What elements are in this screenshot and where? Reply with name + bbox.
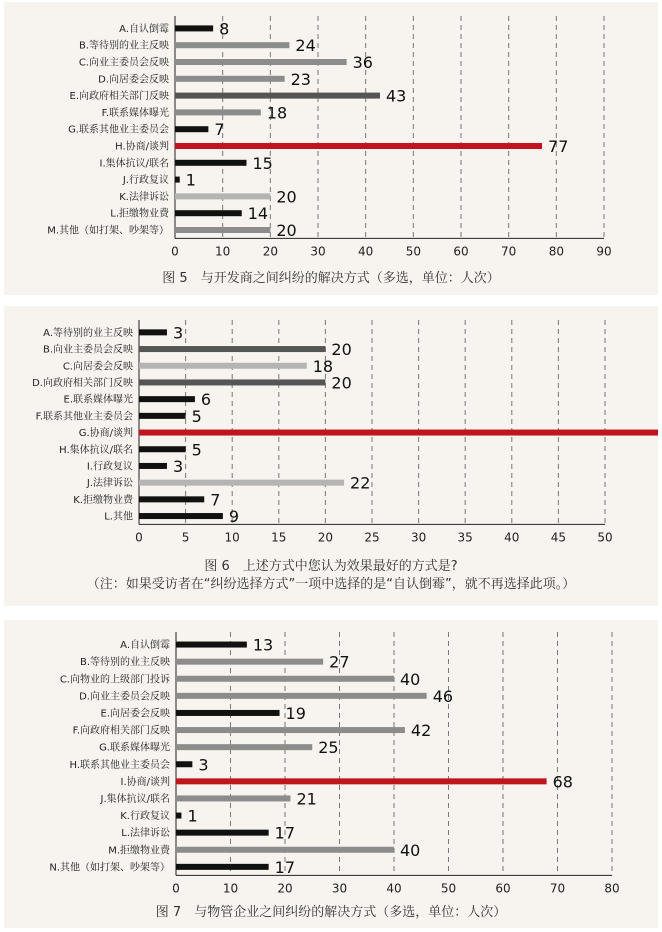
x-tick-label: 70	[501, 244, 517, 259]
x-tick-label: 15	[271, 530, 287, 545]
x-tick-label: 5	[181, 530, 190, 545]
bar	[176, 761, 192, 767]
x-tick-label: 40	[504, 530, 520, 545]
x-tick-label: 80	[548, 244, 564, 259]
x-tick-label: 25	[364, 530, 380, 545]
category-label: D.向居委会反映	[98, 74, 169, 86]
data-label: 17	[274, 823, 296, 843]
data-label: 5	[191, 440, 202, 460]
data-label: 7	[210, 490, 221, 510]
category-label: D.向业主委员会反映	[79, 691, 170, 703]
category-label: C.向业主委员会反映	[78, 57, 169, 69]
data-label: 77	[548, 137, 569, 156]
data-label: 1	[187, 806, 198, 826]
category-label: A.自认倒霉	[119, 23, 169, 35]
bar	[176, 864, 269, 870]
bar	[175, 59, 347, 65]
bar	[175, 126, 208, 132]
bar	[139, 480, 344, 486]
bar	[176, 659, 323, 665]
bar	[175, 93, 380, 99]
bar	[139, 329, 167, 335]
category-label: B.向业主委员会反映	[42, 344, 133, 356]
data-label: 36	[352, 53, 373, 72]
x-tick-label: 50	[440, 881, 457, 896]
bar	[139, 396, 195, 402]
category-label: C.向居委会反映	[62, 361, 133, 373]
category-label: A.自认倒霉	[120, 640, 170, 652]
data-label: 13	[252, 635, 274, 655]
chart-fig7	[4, 620, 658, 928]
category-label: K.行政复议	[120, 811, 170, 823]
x-tick-label: 40	[358, 244, 374, 259]
chart-caption: 图 5 与开发商之间纠纷的解决方式（多选，单位：人次）	[162, 271, 500, 286]
bar	[176, 676, 394, 682]
data-label: 18	[266, 103, 288, 123]
bar	[176, 778, 547, 784]
bar	[176, 744, 312, 750]
bar	[139, 413, 186, 419]
data-label: 19	[285, 703, 306, 723]
category-label: C.向物业的上级部门投诉	[59, 674, 170, 686]
category-label: M.其他（如打架、吵架等）	[47, 225, 169, 237]
data-label: 24	[295, 36, 316, 56]
data-label: 43	[385, 86, 407, 106]
data-label: 3	[198, 755, 209, 775]
bar	[175, 109, 261, 115]
data-label: 20	[276, 187, 297, 207]
x-tick-label: 60	[453, 244, 469, 259]
bar	[176, 727, 405, 733]
data-label: 1	[185, 170, 196, 190]
x-tick-label: 0	[171, 244, 179, 259]
chart-fig5	[4, 2, 658, 295]
category-label: K.拒缴物业费	[73, 494, 133, 506]
data-label: 20	[276, 221, 297, 240]
bar	[139, 346, 325, 352]
x-tick-label: 60	[495, 881, 511, 896]
category-label: G.联系其他业主委员会	[68, 124, 169, 136]
category-label: H.联系其他业主委员会	[69, 759, 170, 771]
data-label: 25	[318, 738, 339, 758]
category-label: E.联系媒体曝光	[63, 394, 133, 406]
bar	[175, 210, 242, 216]
x-tick-label: 20	[317, 530, 334, 545]
bar	[175, 25, 213, 31]
category-label: L.其他	[104, 511, 133, 523]
data-label: 3	[172, 323, 184, 343]
category-label: M.拒缴物业费	[108, 845, 170, 857]
data-label: 40	[400, 669, 421, 689]
data-label: 22	[350, 473, 371, 493]
x-tick-label: 45	[550, 530, 567, 545]
data-label: 6	[200, 390, 212, 410]
data-label: 14	[247, 204, 269, 224]
x-tick-label: 50	[405, 244, 421, 259]
data-label: 46	[432, 686, 454, 706]
category-label: H.集体抗议/联名	[59, 444, 133, 456]
bar	[139, 446, 186, 452]
chart-caption: 图 6 上述方式中您认为效果最好的方式是?	[204, 559, 458, 574]
category-label: K.法律诉讼	[119, 191, 169, 203]
category-label: J.集体抗议/联名	[100, 793, 170, 805]
data-label: 3	[172, 456, 184, 476]
chart-panel-fig7	[4, 620, 658, 928]
bar	[176, 693, 427, 699]
bar	[176, 642, 247, 648]
bar	[176, 830, 269, 836]
data-label: 40	[400, 840, 421, 860]
category-label: F.向政府相关部门反映	[72, 725, 170, 737]
chart-caption: 图 7 与物管企业之间纠纷的解决方式（多选，单位：人次）	[155, 905, 507, 920]
bar	[175, 193, 270, 199]
x-tick-label: 10	[224, 530, 240, 545]
category-label: E.向政府相关部门反映	[69, 91, 169, 103]
bar	[139, 496, 204, 502]
bar	[175, 42, 289, 48]
category-label: B.等待别的业主反映	[78, 40, 169, 52]
x-tick-label: 50	[597, 530, 613, 545]
chart-note: （注：如果受访者在“纠纷选择方式”一项中选择的是“自认倒霉”，就不再选择此项。）	[86, 577, 576, 592]
bar	[139, 363, 307, 369]
category-label: J.行政复议	[122, 175, 169, 187]
bar	[176, 813, 181, 819]
category-label: E.向居委会反映	[100, 708, 170, 720]
x-tick-label: 70	[549, 881, 566, 896]
data-label: 15	[252, 153, 273, 173]
chart-panel-fig6	[4, 306, 658, 606]
data-label: 27	[329, 652, 350, 672]
data-label: 20	[331, 340, 352, 360]
data-label: 17	[274, 857, 296, 877]
category-label: D.向政府相关部门反映	[32, 377, 133, 389]
data-label: 7	[214, 120, 225, 140]
x-tick-label: 90	[596, 244, 612, 259]
bar	[139, 513, 223, 519]
bar	[176, 847, 394, 853]
data-label: 21	[296, 789, 317, 809]
x-tick-label: 80	[604, 881, 620, 896]
category-label: G.协商/谈判	[78, 428, 133, 440]
chart-panel-fig5	[4, 2, 658, 295]
category-label: I.行政复议	[86, 461, 133, 473]
category-label: A.等待别的业主反映	[43, 327, 133, 339]
x-tick-label: 30	[310, 244, 326, 259]
x-tick-label: 35	[457, 530, 473, 545]
bar	[139, 379, 325, 385]
bar	[176, 795, 290, 801]
category-label: L.法律诉讼	[121, 828, 170, 840]
data-label: 68	[552, 772, 573, 792]
x-tick-label: 10	[222, 881, 239, 896]
bar	[139, 463, 167, 469]
category-label: N.其他（如打架、吵架等）	[49, 862, 170, 874]
bar	[139, 430, 658, 436]
category-label: L.拒缴物业费	[110, 208, 169, 220]
x-tick-label: 10	[215, 244, 231, 259]
category-label: F.联系媒体曝光	[101, 107, 169, 119]
category-label: J.法律诉讼	[86, 478, 133, 490]
x-tick-label: 30	[331, 881, 348, 896]
data-label: 8	[219, 19, 230, 39]
bar	[176, 710, 280, 716]
bar	[175, 160, 247, 166]
category-label: B.等待别的业主反映	[79, 657, 170, 669]
bar	[175, 143, 542, 149]
x-tick-label: 30	[410, 530, 427, 545]
data-label: 42	[410, 721, 432, 741]
category-label: F.联系其他业主委员会	[35, 411, 133, 423]
category-label: I.集体抗议/联名	[99, 158, 169, 170]
x-tick-label: 20	[277, 881, 293, 896]
x-tick-label: 0	[135, 530, 143, 545]
data-label: 20	[331, 373, 352, 393]
bar	[175, 76, 285, 82]
data-label: 18	[312, 356, 334, 376]
category-label: G.联系媒体曝光	[99, 742, 170, 754]
bar	[175, 227, 270, 233]
category-label: I.协商/谈判	[120, 776, 170, 788]
bar	[175, 177, 180, 183]
data-label: 5	[191, 406, 202, 426]
x-tick-label: 0	[172, 881, 180, 896]
x-tick-label: 40	[386, 881, 402, 896]
x-tick-label: 20	[262, 244, 278, 259]
data-label: 23	[290, 69, 311, 89]
category-label: H.协商/谈判	[115, 141, 169, 153]
data-label: 9	[228, 507, 240, 527]
